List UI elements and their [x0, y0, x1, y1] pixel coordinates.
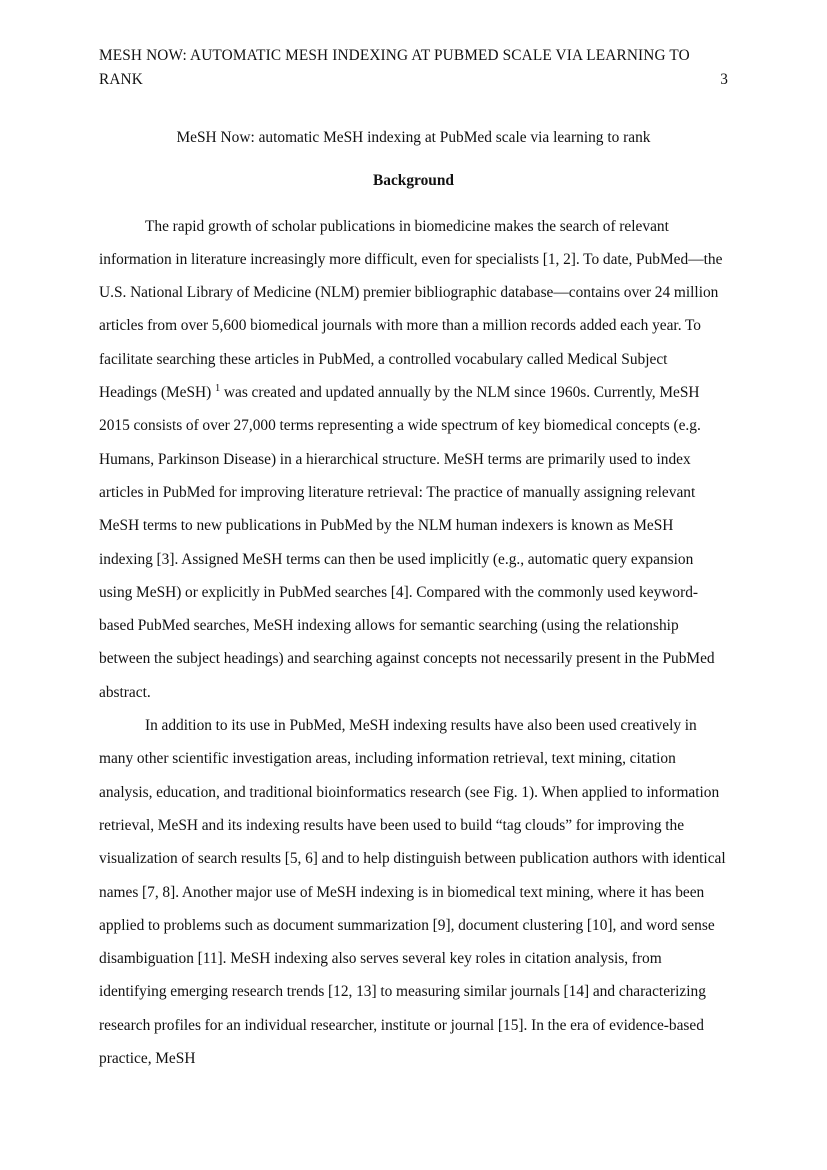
section-heading-background: Background [373, 172, 454, 190]
paragraph-background-1 [99, 198, 728, 709]
footnote-marker-1: 1 [214, 382, 221, 394]
document-body [99, 121, 728, 1075]
paragraph-1-text-part-2: was created and updated annually by the NLM since 1960s. Currently, MeSH 2015 consists of over 27,000 terms representing a wide spectrum of key biomedical concepts (e.g. Humans, Parkinson Disease) in a hierarchical structure. MeSH terms are primarily used to index articles in PubMed for improving literature retrieval: The practice of manually assigning relevant MeSH terms to new publications in PubMed by the NLM human indexers is known as MeSH indexing [3]. Assigned MeSH terms can then be used implicitly (e.g., automatic query expansion using MeSH) or explicitly in PubMed searches [4]. Compared with the commonly used keyword-based PubMed searches, MeSH indexing allows for semantic searching (using the relationship between the subject headings) and searching against concepts not necessarily present in the PubMed abstract. [99, 384, 715, 701]
running-head [99, 44, 728, 91]
running-head-text: MESH NOW: AUTOMATIC MESH INDEXING AT PUBMED SCALE VIA LEARNING TO RANK [99, 47, 690, 88]
page-number: 3 [720, 70, 728, 88]
paragraph-1-text-part-1: The rapid growth of scholar publications in biomedicine makes the search of relevant information in literature increasingly more difficult, even for specialists [1, 2]. To date, PubMed—the U.S. National Library of Medicine (NLM) premier bibliographic database—contains over 24 million articles from over 5,600 biomedical journals with more than a million records added each year. To facilitate searching these articles in PubMed, a controlled vocabulary called Medical Subject Headings (MeSH) [99, 217, 723, 402]
document-title: MeSH Now: automatic MeSH indexing at PubMed scale via learning to rank [176, 129, 651, 146]
paragraph-background-2: In addition to its use in PubMed, MeSH indexing results have also been used creatively in many other scientific investigation areas, including information retrieval, text mining, citation analysis, education, and traditional bioinformatics research (see Fig. 1). When applied to information retrieval, MeSH and its indexing results have been used to build “tag clouds” for improving the visualization of search results [5, 6] and to help distinguish between publication authors with identical names [7, 8]. Another major use of MeSH indexing is in biomedical text mining, where it has been applied to problems such as document summarization [9], document clustering [10], and word sense disambiguation [11]. MeSH indexing also serves several key roles in citation analysis, from identifying emerging research trends [12, 13] to measuring similar journals [14] and characterizing research profiles for an individual researcher, institute or journal [15]. In the era of evidence-based practice, MeSH [99, 717, 726, 1068]
